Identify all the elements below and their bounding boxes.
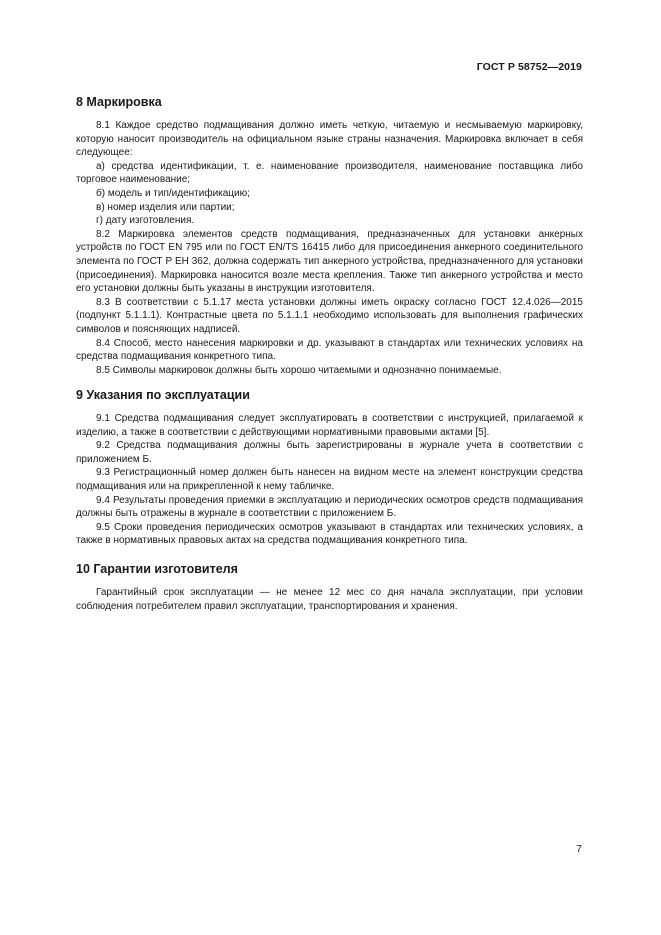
list-item: а) средства идентификации, т. е. наименование производителя, наименование поставщика либо торговое наименование; [76,160,583,186]
document-code: ГОСТ Р 58752—2019 [476,61,582,73]
section-title: 9 Указания по эксплуатации [76,388,250,402]
paragraph: 8.5 Символы маркировок должны быть хорошо читаемыми и однозначно понимаемые. [96,364,502,376]
paragraph: 8.2 Маркировка элементов средств подмащивания, предназначенных для установки анкерных устройств по ГОСТ EN 795 или по ГОСТ EN/TS 16415 либо для присоединения анкерного соединительного элемента по ГОСТ Р ЕН 362, должна содержать тип анкерного устройства, предназначенного для установки (присоединения). Маркировка наносится возле места крепления. Также тип анкерного устройства и место его установки должны быть указаны в инструкции изготовителя. [76,228,583,295]
paragraph: Гарантийный срок эксплуатации — не менее 12 мес со дня начала эксплуатации, при условии соблюдения потребителем правил эксплуатации, транспортирования и хранения. [76,587,583,612]
paragraph: 9.1 Средства подмащивания следует эксплуатировать в соответствии с инструкцией, прилагаемой к изделию, а также в соответствии с действующими нормативными правовыми актами [5]. [76,413,583,438]
paragraph: 9.2 Средства подмащивания должны быть зарегистрированы в журнале учета в соответствии с приложением Б. [76,440,583,465]
paragraph: 8.3 В соответствии с 5.1.17 места установки должны иметь окраску согласно ГОСТ 12.4.026—2015 (подпункт 5.1.1.1). Контрастные цвета по 5.1.1.1 необходимо использовать для выполнения графических символов и поясняющих надписей. [76,296,583,335]
section-operation [76,388,583,548]
paragraph: 9.5 Сроки проведения периодических осмотров указывают в стандартах или технических условиях, а также в нормативных правовых актах на средства подмащивания конкретного типа. [76,521,583,547]
section-title: 8 Маркировка [76,95,162,109]
section-warranty [76,562,583,613]
paragraph: 9.4 Результаты проведения приемки в эксплуатацию и периодических осмотров средств подмащивания должны быть отражены в журнале в соответствии с приложением Б. [76,494,583,520]
paragraph: 9.3 Регистрационный номер должен быть нанесен на видном месте на элемент конструкции средства подмащивания или на прикрепленной к нему табличке. [76,467,583,492]
section-marking [76,95,583,377]
page-number: 7 [576,843,582,855]
paragraph: 8.4 Способ, место нанесения маркировки и др. указывают в стандартах или технических условиях на средства подмащивания конкретного типа. [76,337,583,363]
list-item: г) дату изготовления. [96,215,195,227]
section-title: 10 Гарантии изготовителя [76,562,238,576]
list-item: в) номер изделия или партии; [96,201,235,213]
list-item: б) модель и тип/идентификацию; [96,187,250,199]
paragraph: 8.1 Каждое средство подмащивания должно иметь четкую, читаемую и несмываемую маркировку, которую наносит производитель на официальном языке страны назначения. Маркировка включает в себя следующее: [76,120,583,159]
